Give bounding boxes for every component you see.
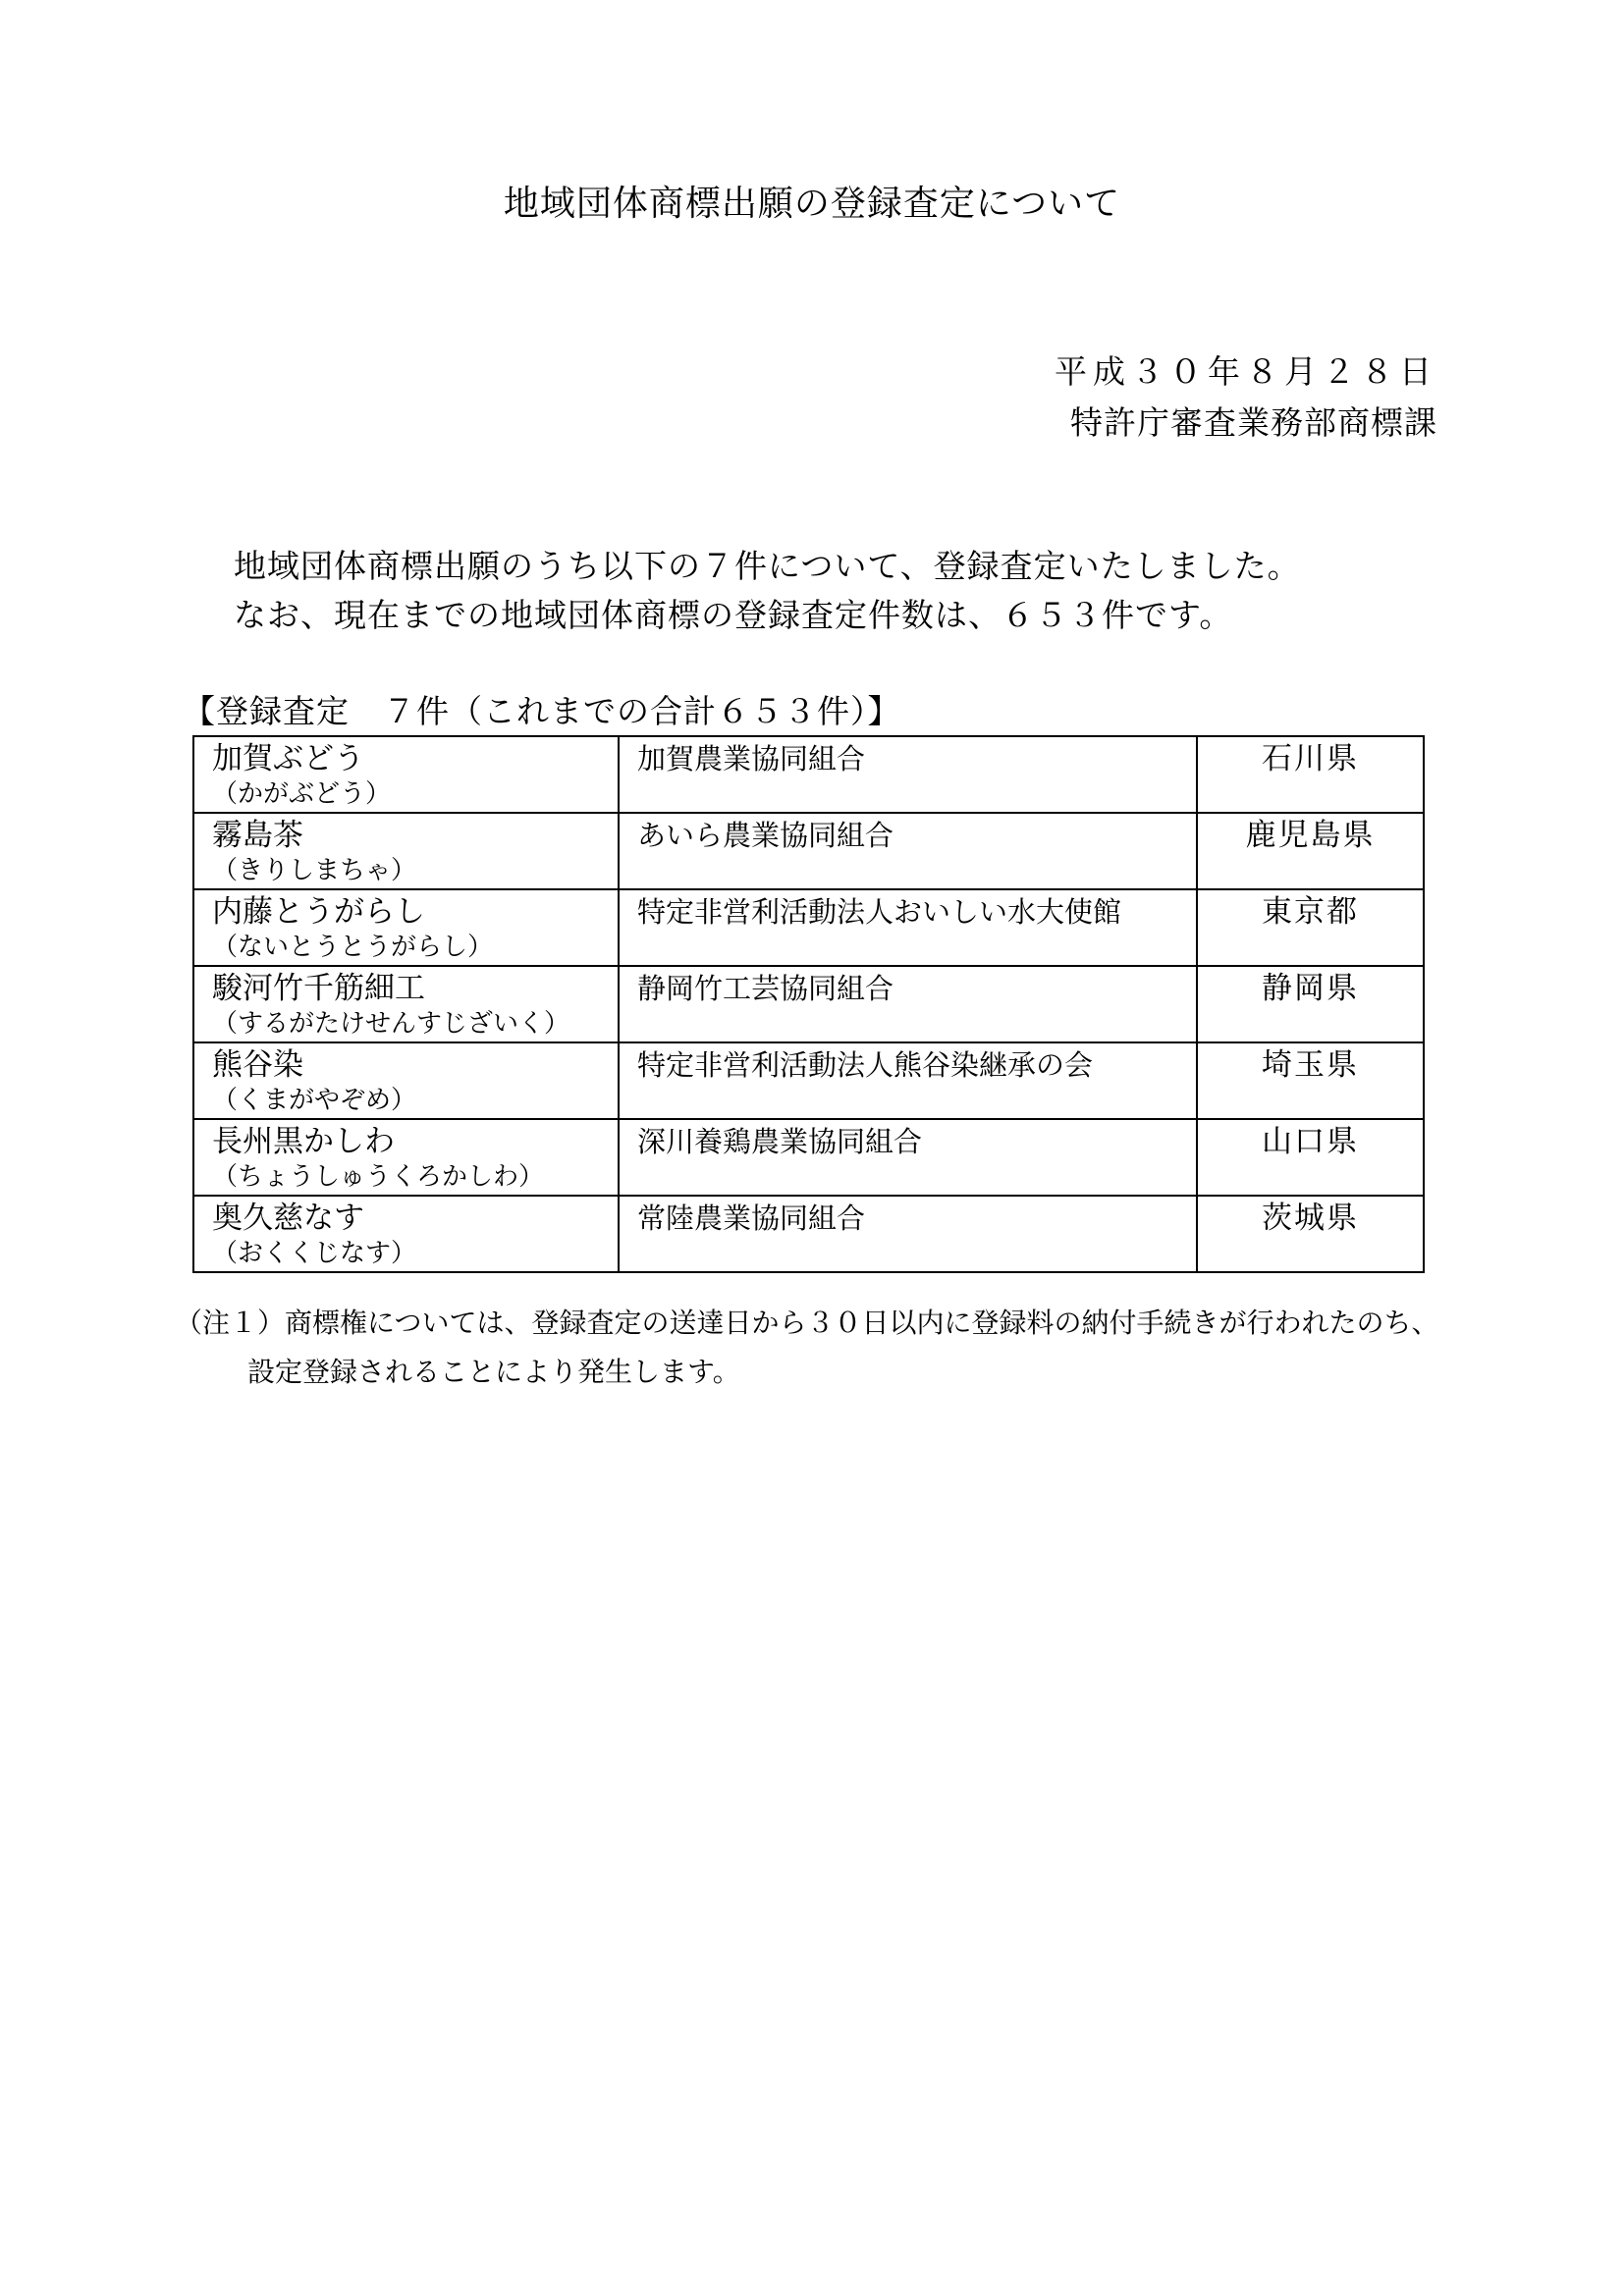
trademark-cell — [193, 736, 619, 813]
organization-cell — [619, 966, 1197, 1042]
trademark-reading: （おくくじなす） — [212, 1239, 417, 1268]
prefecture-cell — [1197, 966, 1424, 1042]
table-row — [193, 736, 1424, 813]
prefecture: 山口県 — [1262, 1124, 1359, 1159]
issue-date: 平成３０年８月２８日 — [1055, 352, 1437, 391]
prefecture: 茨城県 — [1262, 1201, 1359, 1236]
trademark-name: 熊谷染 — [212, 1047, 303, 1083]
prefecture-cell — [1197, 736, 1424, 813]
trademark-cell — [193, 1196, 619, 1272]
trademark-name: 加賀ぶどう — [212, 741, 364, 776]
table-row — [193, 889, 1424, 966]
organization-cell — [619, 889, 1197, 966]
trademark-name: 霧島茶 — [212, 818, 303, 853]
trademark-name: 奥久慈なす — [212, 1201, 364, 1236]
trademark-cell — [193, 813, 619, 889]
table-row — [193, 1196, 1424, 1272]
trademark-cell — [193, 966, 619, 1042]
prefecture: 鹿児島県 — [1245, 818, 1376, 853]
table-row — [193, 1042, 1424, 1119]
trademark-name: 長州黒かしわ — [212, 1124, 395, 1159]
trademark-name: 駿河竹千筋細工 — [212, 971, 425, 1006]
trademark-reading: （くまがやぞめ） — [212, 1086, 417, 1115]
applicant-organization: あいら農業協同組合 — [637, 819, 894, 852]
prefecture-cell — [1197, 889, 1424, 966]
table-row — [193, 813, 1424, 889]
trademark-name: 内藤とうがらし — [212, 894, 425, 930]
organization-cell — [619, 1042, 1197, 1119]
document-title: 地域団体商標出願の登録査定について — [503, 184, 1121, 224]
applicant-organization: 特定非営利活動法人熊谷染継承の会 — [637, 1048, 1094, 1082]
organization-cell — [619, 736, 1197, 813]
trademark-cell — [193, 1042, 619, 1119]
organization-cell — [619, 813, 1197, 889]
prefecture: 静岡県 — [1262, 971, 1359, 1006]
applicant-organization: 特定非営利活動法人おいしい水大使館 — [637, 895, 1122, 929]
footnote-line-2: 設定登録されることにより発生します。 — [247, 1356, 740, 1388]
trademark-reading: （かがぶどう） — [212, 779, 392, 809]
trademark-reading: （ちょうしゅうくろかしわ） — [212, 1162, 545, 1192]
table-row — [193, 966, 1424, 1042]
prefecture-cell — [1197, 1042, 1424, 1119]
trademark-reading: （ないとうとうがらし） — [212, 933, 494, 962]
prefecture-cell — [1197, 813, 1424, 889]
trademark-cell — [193, 1119, 619, 1196]
prefecture-cell — [1197, 1119, 1424, 1196]
applicant-organization: 加賀農業協同組合 — [637, 742, 866, 775]
prefecture: 埼玉県 — [1262, 1047, 1359, 1083]
intro-line-1: 地域団体商標出願のうち以下の７件について、登録査定いたしました。 — [234, 547, 1301, 585]
table-row — [193, 1119, 1424, 1196]
applicant-organization: 深川養鶏農業協同組合 — [637, 1125, 923, 1158]
applicant-organization: 静岡竹工芸協同組合 — [637, 972, 894, 1005]
organization-cell — [619, 1196, 1197, 1272]
registration-table — [192, 735, 1425, 1273]
trademark-cell — [193, 889, 619, 966]
prefecture-cell — [1197, 1196, 1424, 1272]
table-heading: 【登録査定 ７件（これまでの合計６５３件）】 — [183, 692, 901, 730]
footnote-line-1: （注１）商標権については、登録査定の送達日から３０日以内に登録料の納付手続きが行われたのち、 — [175, 1307, 1439, 1339]
organization-cell — [619, 1119, 1197, 1196]
intro-line-2: なお、現在までの地域団体商標の登録査定件数は、６５３件です。 — [234, 596, 1233, 634]
applicant-organization: 常陸農業協同組合 — [637, 1201, 866, 1235]
trademark-reading: （するがたけせんすじざいく） — [212, 1009, 570, 1039]
issuing-department: 特許庁審査業務部商標課 — [1070, 403, 1437, 442]
trademark-reading: （きりしまちゃ） — [212, 856, 417, 885]
prefecture: 石川県 — [1262, 741, 1359, 776]
prefecture: 東京都 — [1262, 894, 1359, 930]
